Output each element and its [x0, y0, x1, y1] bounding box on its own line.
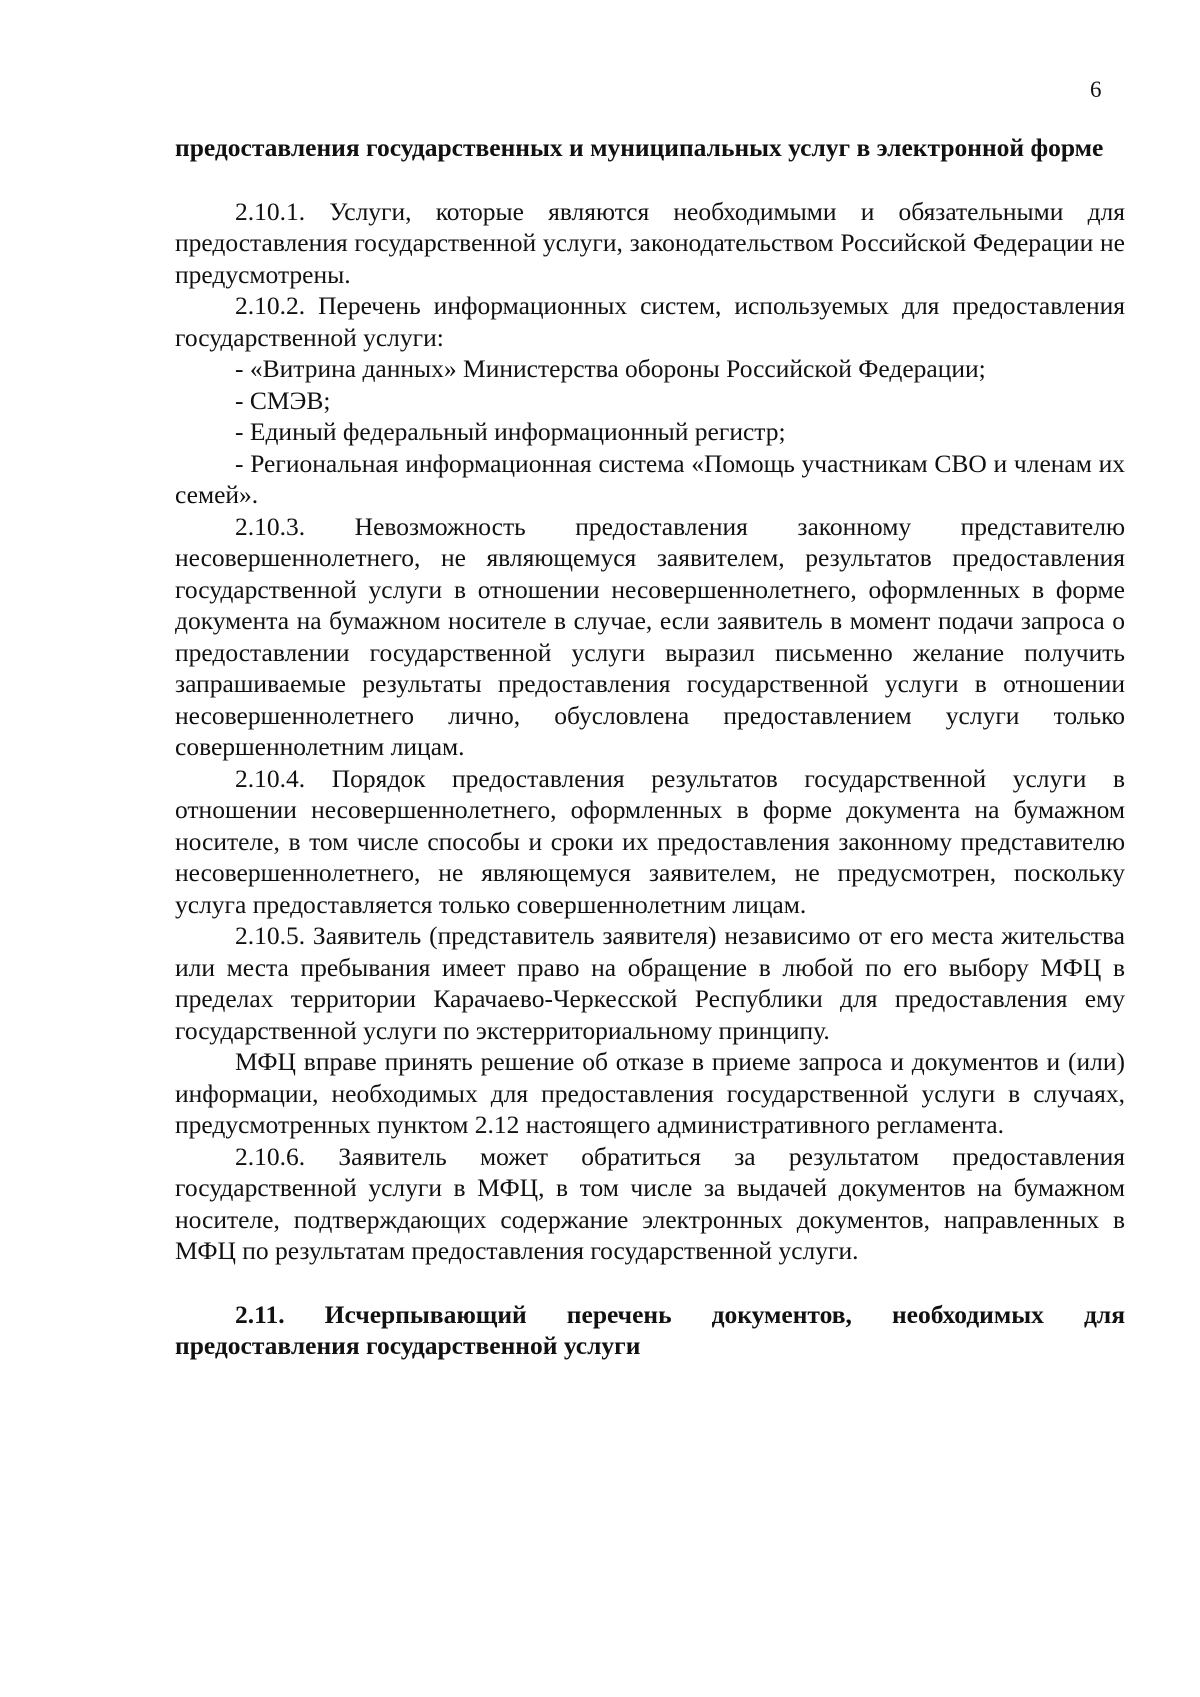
page-number: 6: [1090, 77, 1102, 102]
paragraph-2-10-2: 2.10.2. Перечень информационных систем, используемых для предоставления государственной услуги:: [175, 291, 1125, 352]
paragraph-mfc-refusal: МФЦ вправе принять решение об отказе в приеме запроса и документов и (или) информации, необходимых для предоставления государственной услуги в случаях, предусмотренных пунктом 2.12 настоящего административного регламента.: [175, 1047, 1125, 1139]
document-body: [175, 132, 1125, 1362]
list-item-smev: - СМЭВ;: [235, 385, 331, 415]
paragraph-2-10-1: 2.10.1. Услуги, которые являются необходимыми и обязательными для предоставления государственной услуги, законодательством Российской Федерации не предусмотрены.: [175, 196, 1125, 289]
paragraph-2-10-5: 2.10.5. Заявитель (представитель заявителя) независимо от его места жительства или места пребывания имеет право на обращение в любой по его выбору МФЦ в пределах территории Карачаево-Черкесской Республики для предоставления ему государственной услуги по экстерриториальному принципу.: [175, 921, 1125, 1045]
section-heading-continued: предоставления государственных и муниципальных услуг в электронной форме: [175, 133, 1104, 162]
list-item-regional-system: - Региональная информационная система «Помощь участникам СВО и членам их семей».: [175, 448, 1125, 509]
paragraph-2-10-6: 2.10.6. Заявитель может обратиться за результатом предоставления государственной услуги в МФЦ, в том числе за выдачей документов на бумажном носителе, подтверждающих содержание электронных документов, направленных в МФЦ по результатам предоставления государственной услуги.: [175, 1141, 1125, 1265]
section-heading-2-11: 2.11. Исчерпывающий перечень документов, необходимых для предоставления государственной услуги: [175, 1299, 1125, 1360]
paragraph-2-10-4: 2.10.4. Порядок предоставления результатов государственной услуги в отношении несовершеннолетнего, оформленных в форме документа на бумажном носителе, в том числе способы и сроки их предоставления законному представителю несовершеннолетнего, не являющемуся заявителем, не предусмотрен, поскольку услуга предоставляется только совершеннолетним лицам.: [175, 763, 1125, 919]
list-item-federal-register: - Единый федеральный информационный регистр;: [235, 417, 786, 446]
paragraph-2-10-3: 2.10.3. Невозможность предоставления законному представителю несовершеннолетнего, не являющемуся заявителем, результатов предоставления государственной услуги в отношении несовершеннолетнего, оформленных в форме документа на бумажном носителе в случае, если заявитель в момент подачи запроса о предоставлении государственной услуги выразил письменно желание получить запрашиваемые результаты предоставления государственной услуги в отношении несовершеннолетнего лично, обусловлена предоставлением услуги только совершеннолетним лицам.: [175, 511, 1125, 761]
list-item-data-showcase: - «Витрина данных» Министерства обороны Российской Федерации;: [235, 354, 986, 383]
